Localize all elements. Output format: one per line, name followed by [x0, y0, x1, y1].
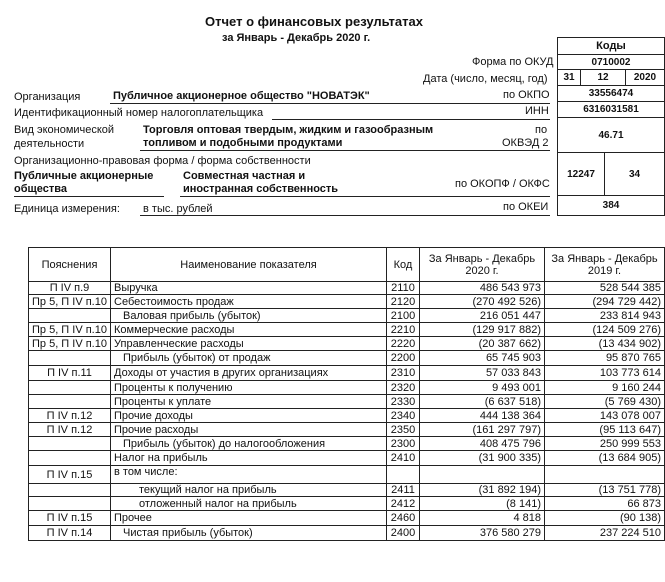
okopf-label: по ОКОПФ / ОКФС [455, 178, 550, 190]
row-name: Чистая прибыль (убыток) [111, 526, 387, 541]
legal-form-label: Организационно-правовая форма / форма собственности [14, 155, 311, 167]
row-previous-value: (13 751 778) [545, 484, 665, 497]
row-code: 2320 [387, 381, 420, 395]
table-row [29, 282, 665, 295]
activity-label-1: Вид экономической [14, 124, 115, 136]
unit-label: Единица измерения: [14, 203, 120, 215]
row-code: 2120 [387, 295, 420, 309]
report-period: за Январь - Декабрь 2020 г. [222, 32, 371, 44]
row-previous-value: 9 160 244 [545, 381, 665, 395]
date-day: 31 [557, 69, 581, 86]
row-current-value: 216 051 447 [420, 309, 545, 323]
row-previous-value: 528 544 385 [545, 282, 665, 295]
row-current-value: (31 900 335) [420, 451, 545, 466]
row-note [29, 484, 111, 497]
org-value: Публичное акционерное общество "НОВАТЭК" [113, 90, 370, 102]
inn-label: Идентификационный номер налогоплательщика [14, 107, 264, 119]
row-name: Себестоимость продаж [111, 295, 387, 309]
okved-value: 46.71 [557, 117, 665, 153]
table-row [29, 381, 665, 395]
row-note [29, 395, 111, 409]
row-current-value: (129 917 882) [420, 323, 545, 337]
row-previous-value: 233 814 943 [545, 309, 665, 323]
row-code: 2200 [387, 351, 420, 366]
row-name: Проценты к получению [111, 381, 387, 395]
row-name: Прибыль (убыток) от продаж [111, 351, 387, 366]
row-note: П IV п.15 [29, 466, 111, 484]
row-note: П IV п.15 [29, 511, 111, 526]
row-current-value: (270 492 526) [420, 295, 545, 309]
okud-label: Форма по ОКУД [472, 56, 554, 68]
col-header-previous: За Январь - Декабрь 2019 г. [545, 248, 665, 282]
table-row [29, 437, 665, 451]
row-current-value: (8 141) [420, 497, 545, 511]
date-year: 2020 [625, 69, 665, 86]
row-previous-value: (124 509 276) [545, 323, 665, 337]
row-code: 2220 [387, 337, 420, 351]
okpo-value: 33556474 [557, 85, 665, 102]
row-code: 2460 [387, 511, 420, 526]
okopf-value: 12247 [557, 152, 605, 196]
table-row [29, 395, 665, 409]
row-name: Коммерческие расходы [111, 323, 387, 337]
row-previous-value: (13 684 905) [545, 451, 665, 466]
table-row [29, 451, 665, 466]
activity-value-1: Торговля оптовая твердым, жидким и газообразным [143, 124, 434, 136]
row-name: Налог на прибыль [111, 451, 387, 466]
table-row [29, 309, 665, 323]
row-name: Прочие расходы [111, 423, 387, 437]
col-header-name: Наименование показателя [111, 248, 387, 282]
org-label: Организация [14, 91, 81, 103]
row-name: Управленческие расходы [111, 337, 387, 351]
row-current-value: 408 475 796 [420, 437, 545, 451]
row-name: Доходы от участия в других организациях [111, 366, 387, 381]
row-note: П IV п.9 [29, 282, 111, 295]
row-previous-value: (95 113 647) [545, 423, 665, 437]
row-previous-value: (5 769 430) [545, 395, 665, 409]
row-previous-value: 237 224 510 [545, 526, 665, 541]
activity-label-2: деятельности [14, 138, 85, 150]
date-label: Дата (число, месяц, год) [423, 73, 548, 85]
row-previous-value: (294 729 442) [545, 295, 665, 309]
row-current-value: 9 493 001 [420, 381, 545, 395]
okud-value: 0710002 [557, 54, 665, 70]
row-note: П IV п.11 [29, 366, 111, 381]
ownership-2: иностранная собственность [183, 183, 339, 195]
row-name: Валовая прибыль (убыток) [111, 309, 387, 323]
okei-label: по ОКЕИ [503, 201, 549, 213]
row-name: Выручка [111, 282, 387, 295]
table-row [29, 409, 665, 423]
row-note: Пр 5, П IV п.10 [29, 323, 111, 337]
col-header-current: За Январь - Декабрь 2020 г. [420, 248, 545, 282]
row-note: Пр 5, П IV п.10 [29, 295, 111, 309]
row-code: 2400 [387, 526, 420, 541]
row-current-value: 4 818 [420, 511, 545, 526]
row-code: 2110 [387, 282, 420, 295]
row-current-value: 486 543 973 [420, 282, 545, 295]
row-code: 2310 [387, 366, 420, 381]
row-code: 2411 [387, 484, 420, 497]
row-current-value: 376 580 279 [420, 526, 545, 541]
okved-label-2: ОКВЭД 2 [502, 137, 549, 149]
row-code: 2350 [387, 423, 420, 437]
row-note [29, 309, 111, 323]
report-title: Отчет о финансовых результатах [205, 14, 423, 29]
table-row [29, 526, 665, 541]
row-code: 2300 [387, 437, 420, 451]
row-note [29, 381, 111, 395]
table-row [29, 337, 665, 351]
inn-value: 6316031581 [557, 101, 665, 118]
okved-label-1: по [535, 124, 548, 136]
row-note: П IV п.12 [29, 409, 111, 423]
row-current-value: 444 138 364 [420, 409, 545, 423]
table-row [29, 511, 665, 526]
row-current-value: (161 297 797) [420, 423, 545, 437]
okei-value: 384 [557, 195, 665, 216]
date-month: 12 [580, 69, 626, 86]
inn-code-label: ИНН [525, 105, 549, 117]
row-previous-value: 66 873 [545, 497, 665, 511]
row-note: Пр 5, П IV п.10 [29, 337, 111, 351]
row-name: в том числе: [111, 466, 387, 484]
col-header-code: Код [387, 248, 420, 282]
row-code: 2412 [387, 497, 420, 511]
row-previous-value: (90 138) [545, 511, 665, 526]
table-row [29, 323, 665, 337]
table-row [29, 497, 665, 511]
legal-form-2: общества [14, 183, 68, 195]
row-note [29, 351, 111, 366]
row-note: П IV п.12 [29, 423, 111, 437]
row-name: Прочие доходы [111, 409, 387, 423]
row-code: 2330 [387, 395, 420, 409]
row-current-value: 57 033 843 [420, 366, 545, 381]
row-previous-value: 250 999 553 [545, 437, 665, 451]
okfs-value: 34 [604, 152, 665, 196]
row-current-value: (6 637 518) [420, 395, 545, 409]
row-name: отложенный налог на прибыль [111, 497, 387, 511]
row-current-value [420, 466, 545, 484]
table-row [29, 366, 665, 381]
codes-header: Коды [557, 37, 665, 55]
okpo-label: по ОКПО [503, 89, 550, 101]
activity-value-2: топливом и подобными продуктами [143, 137, 343, 149]
table-row [29, 484, 665, 497]
row-name: Проценты к уплате [111, 395, 387, 409]
col-header-notes: Пояснения [29, 248, 111, 282]
legal-form-1: Публичные акционерные [14, 170, 154, 182]
row-current-value: (31 892 194) [420, 484, 545, 497]
row-previous-value: (13 434 902) [545, 337, 665, 351]
row-code: 2100 [387, 309, 420, 323]
ownership-1: Совместная частная и [183, 170, 306, 182]
row-name: Прочее [111, 511, 387, 526]
row-note [29, 497, 111, 511]
row-name: Прибыль (убыток) до налогообложения [111, 437, 387, 451]
row-note [29, 451, 111, 466]
table-row [29, 466, 665, 484]
table-row [29, 295, 665, 309]
row-code: 2340 [387, 409, 420, 423]
row-note: П IV п.14 [29, 526, 111, 541]
row-code [387, 466, 420, 484]
table-row [29, 423, 665, 437]
row-previous-value: 103 773 614 [545, 366, 665, 381]
table-row [29, 351, 665, 366]
unit-value: в тыс. рублей [143, 203, 213, 215]
row-previous-value: 143 078 007 [545, 409, 665, 423]
row-previous-value [545, 466, 665, 484]
row-current-value: (20 387 662) [420, 337, 545, 351]
financial-results-table [28, 247, 665, 541]
row-note [29, 437, 111, 451]
row-code: 2210 [387, 323, 420, 337]
row-current-value: 65 745 903 [420, 351, 545, 366]
row-name: текущий налог на прибыль [111, 484, 387, 497]
row-previous-value: 95 870 765 [545, 351, 665, 366]
row-code: 2410 [387, 451, 420, 466]
